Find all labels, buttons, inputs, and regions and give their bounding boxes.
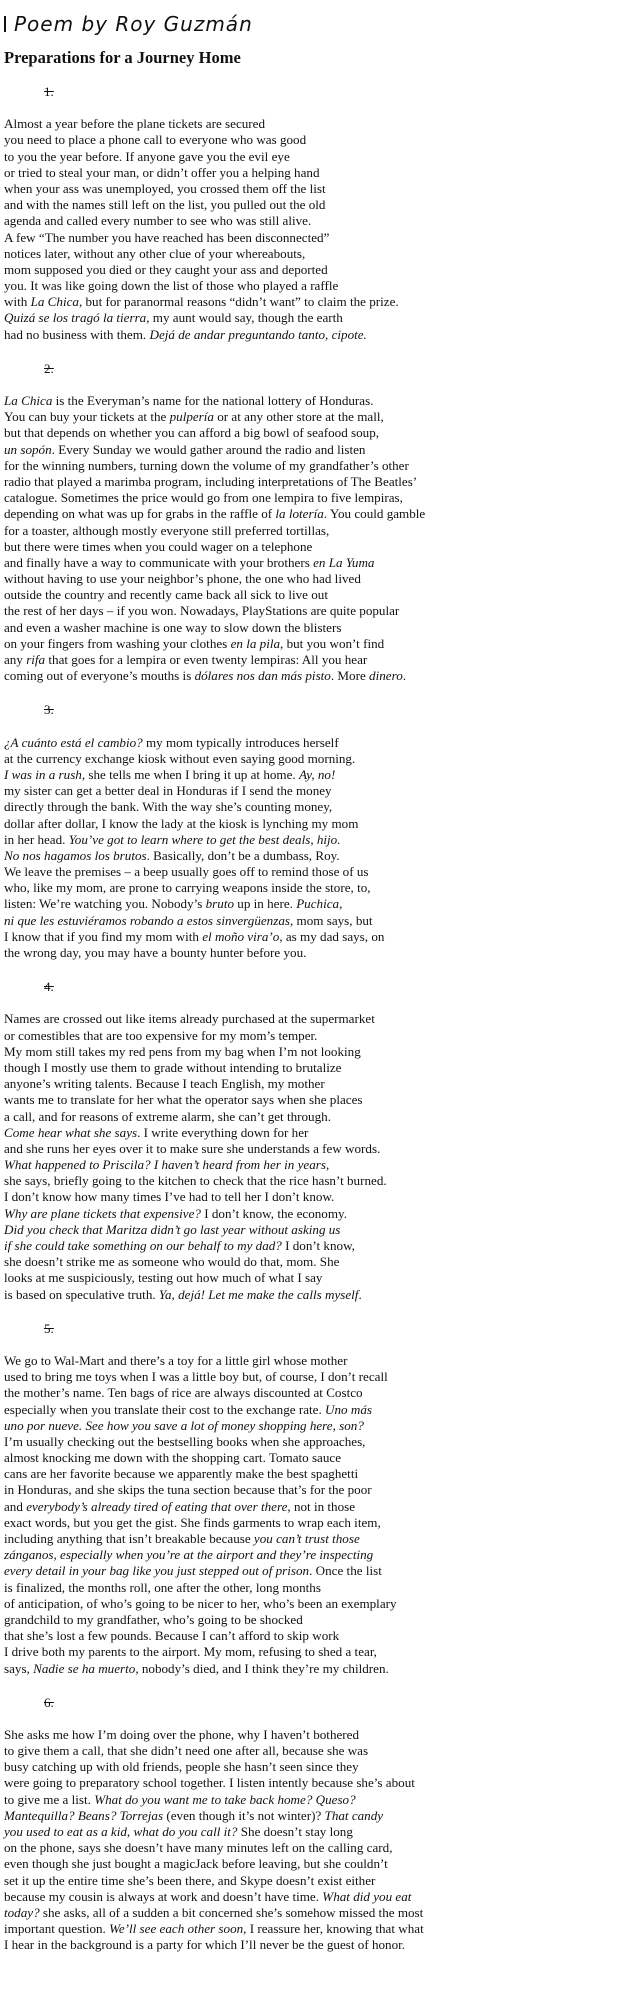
poem-line	[4, 1596, 636, 1612]
poem-line	[4, 1385, 636, 1401]
line-text: the wrong day, you may have a bounty hunter before you.	[4, 945, 307, 960]
line-text: I drive both my parents to the airport. My mom, refusing to shed a tear,	[4, 1644, 377, 1660]
italic-text: Puchica	[296, 896, 340, 912]
poem-line	[4, 1547, 636, 1563]
header-text: Poem by Roy Guzmán	[14, 12, 253, 36]
line-text: that she’s lost a few pounds. Because I can’t afford to skip work	[4, 1628, 340, 1644]
italic-text: ¿A cuánto está el cambio?	[4, 734, 143, 750]
italic-text: Uno más	[325, 1401, 372, 1417]
poem-line	[4, 1531, 636, 1547]
section-number: 1.	[44, 84, 54, 99]
line-text: the mother’s name. Ten bags of rice are always discounted at Costco	[4, 1385, 363, 1401]
poem-line	[4, 213, 636, 229]
line-text: My mom still takes my red pens from my bag when I’m not looking	[4, 1043, 361, 1059]
poem-line	[4, 165, 636, 181]
poem-section	[4, 1695, 636, 1954]
poem-line	[4, 896, 636, 912]
line-text: and with the names still left on the list, you pulled out the old	[4, 197, 326, 213]
poem-line	[4, 246, 636, 262]
poem-line	[4, 1661, 636, 1677]
poem-line	[4, 132, 636, 148]
poem-line	[4, 1759, 636, 1775]
line-text: She asks me how I’m doing over the phone, why I haven’t bothered	[4, 1726, 360, 1742]
italic-text: La Chica	[30, 294, 79, 310]
line-text: . I write everything down for her	[137, 1124, 309, 1140]
line-text: I’m usually checking out the bestselling books when she approaches,	[4, 1433, 366, 1449]
line-text: depending on what was up for grabs in the raffle of	[4, 506, 276, 522]
line-text: but there were times when you could wager on a telephone	[4, 538, 313, 554]
italic-text: zánganos, especially when you’re at the airport and they’re inspecting	[4, 1547, 374, 1563]
line-text: set it up the entire time she’s been there, and Skype doesn’t exist either	[4, 1872, 376, 1888]
line-text: , my aunt would say, though the earth	[146, 310, 343, 326]
italic-text: today?	[4, 1904, 40, 1920]
poem-line	[4, 1238, 636, 1254]
poem-line	[4, 1434, 636, 1450]
line-text: used to bring me toys when I was a little boy but, of course, I don’t recall	[4, 1369, 388, 1385]
poem-line	[4, 652, 636, 668]
poem-line	[4, 1889, 636, 1905]
poem-line	[4, 767, 636, 783]
poem-line	[4, 1060, 636, 1076]
line-text: were going to preparatory school together. I listen intently because she’s about	[4, 1775, 415, 1791]
line-text: , not in those	[287, 1498, 356, 1514]
poem-line	[4, 1353, 636, 1369]
line-text: Names are crossed out like items already purchased at the supermarket	[4, 1011, 375, 1027]
header-bar	[4, 16, 6, 32]
poem-line	[4, 832, 636, 848]
poem-line	[4, 1157, 636, 1173]
italic-text: That candy	[324, 1807, 384, 1823]
italic-text: What do you want me to take back home? Queso?	[94, 1791, 356, 1807]
line-text: with	[4, 294, 31, 310]
line-text: almost knocking me down with the shopping cart. Tomato sauce	[4, 1450, 342, 1466]
line-text: a call, and for reasons of extreme alarm, she can’t get through.	[4, 1108, 331, 1124]
line-text: I know that if you find my mom with	[4, 928, 203, 944]
line-text: important question.	[4, 1921, 110, 1937]
poem-line	[4, 913, 636, 929]
poem-line	[4, 393, 636, 409]
poem-line	[4, 442, 636, 458]
line-text: coming out of everyone’s mouths is	[4, 668, 195, 684]
poem-line	[4, 945, 636, 961]
line-text: or comestibles that are too expensive for my mom’s temper.	[4, 1027, 318, 1043]
italic-text: dinero	[369, 668, 403, 684]
poem-line	[4, 1402, 636, 1418]
line-text: even though she just bought a magicJack before leaving, but she couldn’t	[4, 1856, 388, 1872]
line-text: I don’t know,	[281, 1238, 355, 1253]
italic-text: What happened to Priscila? I haven’t heard from her in years	[4, 1157, 326, 1173]
line-text: because my cousin is always at work and doesn’t have time.	[4, 1888, 323, 1904]
italic-text: Nadie se ha muerto	[33, 1660, 136, 1676]
line-text: . More	[330, 668, 370, 684]
poem-section	[4, 979, 636, 1303]
poem-title: Preparations for a Journey Home	[4, 48, 241, 67]
line-text: grandchild to my grandfather, who’s going to be shocked	[4, 1611, 303, 1627]
line-text: wants me to translate for her what the operator says when she places	[4, 1092, 363, 1108]
poem-line	[4, 1189, 636, 1205]
line-text: at the currency exchange kiosk without even saying good morning.	[4, 750, 356, 766]
italic-text: ni que les estuviéramos robando a estos sinvergüenzas	[4, 912, 290, 928]
line-text: she asks, all of a sudden a bit concerned she’s somehow missed the most	[39, 1904, 424, 1920]
poem-line	[4, 735, 636, 751]
poem-line	[4, 523, 636, 539]
poem-body	[4, 80, 636, 1972]
line-text: who, like my mom, are prone to carrying weapons inside the store, to,	[4, 880, 371, 896]
poem-line	[4, 1743, 636, 1759]
line-text: ,	[325, 1157, 330, 1173]
italic-text: pulpería	[169, 409, 214, 425]
poem-line	[4, 1808, 636, 1824]
poem-line	[4, 1824, 636, 1840]
line-text: Almost a year before the plane tickets are secured	[4, 116, 266, 132]
section-number: 4.	[44, 979, 54, 995]
line-text: of anticipation, of who’s going to be nicer to her, who’s been an exemplary	[4, 1595, 397, 1611]
line-text: in Honduras, and she skips the tuna section because that’s for the poor	[4, 1482, 372, 1498]
poem-line	[4, 1254, 636, 1270]
line-text: mom supposed you died or they caught your ass and deported	[4, 261, 328, 277]
poem-line	[4, 799, 636, 815]
line-text: for the winning numbers, turning down the volume of my grandfather’s other	[4, 457, 409, 473]
line-text: I don’t know how many times I’ve had to tell her I don’t know.	[4, 1189, 335, 1205]
poem-line	[4, 1011, 636, 1027]
poem-line	[4, 539, 636, 555]
poem-line	[4, 490, 636, 506]
poem-line	[4, 1727, 636, 1743]
poem-line	[4, 1856, 636, 1872]
poem-line	[4, 1206, 636, 1222]
italic-text: Quizá se los tragó la tierra	[4, 310, 147, 326]
line-text: my mom typically introduces herself	[142, 734, 339, 750]
poem-line	[4, 620, 636, 636]
line-text: she doesn’t strike me as someone who would do that, mom. She	[4, 1254, 340, 1270]
line-text: . You could gamble	[323, 506, 426, 522]
line-text: you need to place a phone call to everyone who was good	[4, 132, 307, 148]
poem-line	[4, 603, 636, 619]
line-text: and she runs her eyes over it to make sure she understands a few words.	[4, 1140, 381, 1156]
poem-line	[4, 474, 636, 490]
line-text: on the phone, says she doesn’t have many minutes left on the calling card,	[4, 1840, 393, 1856]
italic-text: No nos hagamos los brutos	[4, 847, 147, 863]
line-text: you. It was like going down the list of those who played a raffle	[4, 278, 339, 294]
italic-text: en la pila	[230, 635, 281, 651]
poem-line	[4, 230, 636, 246]
line-text: especially when you translate their cost to the exchange rate.	[4, 1401, 326, 1417]
line-text: when your ass was unemployed, you crossed them off the list	[4, 180, 326, 196]
poem-line	[4, 1466, 636, 1482]
line-text: notices later, without any other clue of your whereabouts,	[4, 245, 306, 261]
line-text: on your fingers from washing your clothes	[4, 635, 231, 651]
poem-line	[4, 587, 636, 603]
italic-text: you used to eat as a kid, what do you call it?	[4, 1824, 238, 1839]
line-text: ,	[339, 896, 343, 912]
poem-section	[4, 361, 636, 685]
line-text: I don’t know, the economy.	[200, 1205, 348, 1221]
line-text: . Once the list	[309, 1563, 382, 1579]
poem-line	[4, 1287, 636, 1303]
poem-line	[4, 1775, 636, 1791]
line-text: She doesn’t stay long	[237, 1824, 353, 1839]
poem-line	[4, 1028, 636, 1044]
line-text: or at any other store at the mall,	[213, 409, 384, 425]
poem-line	[4, 1515, 636, 1531]
line-text: , as my dad says, on	[279, 928, 385, 944]
line-text: but that depends on whether you can afford a big bowl of seafood soup,	[4, 425, 380, 441]
line-text: exact words, but you get the gist. She finds garments to wrap each item,	[4, 1514, 381, 1530]
italic-text: Ay, no!	[298, 766, 336, 782]
poem-line	[4, 1580, 636, 1596]
italic-text: dólares nos dan más pisto	[194, 668, 331, 684]
italic-text: Ya, dejá! Let me make the calls myself	[158, 1286, 359, 1302]
line-text: she says, briefly going to the kitchen to check that the rice hasn’t burned.	[4, 1173, 387, 1189]
line-text: , nobody’s died, and I think they’re my children.	[135, 1660, 389, 1676]
poem-section	[4, 702, 636, 961]
page-header	[4, 6, 253, 36]
italic-text: un sopón	[4, 441, 52, 457]
poem-line	[4, 278, 636, 294]
italic-text: Why are plane tickets that expensive?	[4, 1205, 201, 1221]
poem-line	[4, 1418, 636, 1434]
italic-text: bruto	[205, 896, 234, 912]
section-number: 3.	[44, 702, 54, 718]
poem-line	[4, 1109, 636, 1125]
line-text: listen: We’re watching you. Nobody’s	[4, 896, 206, 912]
poem-line	[4, 181, 636, 197]
line-text: to give them a call, that she didn’t need one after all, because she was	[4, 1743, 369, 1759]
poem-line	[4, 864, 636, 880]
poem-line	[4, 816, 636, 832]
line-text: . Every Sunday we would gather around the radio and listen	[51, 441, 366, 457]
line-text: .	[402, 668, 407, 684]
line-text: without having to use your neighbor’s phone, the one who had lived	[4, 571, 361, 587]
poem-line	[4, 1563, 636, 1579]
poem-line	[4, 1905, 636, 1921]
line-text: outside the country and recently came back all sick to live out	[4, 587, 328, 603]
poem-line	[4, 1792, 636, 1808]
line-text: directly through the bank. With the way she’s counting money,	[4, 799, 333, 815]
line-text: We go to Wal-Mart and there’s a toy for a little girl whose mother	[4, 1352, 348, 1368]
poem-line	[4, 1499, 636, 1515]
line-text: to you the year before. If anyone gave you the evil eye	[4, 148, 290, 164]
italic-text: uno por nueve. See how you save a lot of money shopping here, son?	[4, 1417, 364, 1433]
line-text: anyone’s writing talents. Because I teach English, my mother	[4, 1076, 325, 1092]
poem-line	[4, 751, 636, 767]
line-text: I hear in the background is a party for which I’ll never be the guest of honor.	[4, 1937, 406, 1953]
poem-line	[4, 1644, 636, 1660]
line-text: including anything that isn’t breakable because	[4, 1531, 254, 1546]
poem-line	[4, 425, 636, 441]
poem-line	[4, 1873, 636, 1889]
italic-text: Mantequilla? Beans? Torrejas	[4, 1807, 164, 1823]
poem-line	[4, 1628, 636, 1644]
section-number: 2.	[44, 360, 54, 376]
poem-line	[4, 310, 636, 326]
section-number: 5.	[44, 1320, 54, 1336]
line-text: busy catching up with old friends, people she hasn’t seen since they	[4, 1759, 359, 1775]
italic-text: La Chica	[4, 393, 53, 408]
italic-text: you can’t trust those	[253, 1531, 360, 1546]
line-text: the rest of her days – if you won. Nowadays, PlayStations are quite popular	[4, 603, 400, 619]
poem-line	[4, 294, 636, 310]
poem-line	[4, 880, 636, 896]
poem-line	[4, 1482, 636, 1498]
line-text: catalogue. Sometimes the price would go from one lempira to five lempiras,	[4, 490, 403, 506]
poem-line	[4, 1840, 636, 1856]
line-text: for a toaster, although mostly everyone still preferred tortillas,	[4, 522, 330, 538]
poem-line	[4, 506, 636, 522]
poem-line	[4, 848, 636, 864]
italic-text: rifa	[26, 652, 46, 667]
italic-text: I was in a rush	[4, 766, 82, 782]
line-text: , she tells me when I bring it up at home.	[81, 766, 299, 782]
line-text: and	[4, 1498, 27, 1514]
poem-line	[4, 1937, 636, 1953]
italic-text: Come hear what she says	[4, 1124, 138, 1140]
poem-line	[4, 1141, 636, 1157]
poem-line	[4, 668, 636, 684]
poem-line	[4, 636, 636, 652]
italic-text: el moño vira’o	[202, 928, 280, 944]
line-text: , but you won’t find	[280, 635, 385, 651]
poem-section	[4, 1321, 636, 1677]
poem-line	[4, 327, 636, 343]
poem-line	[4, 1222, 636, 1238]
line-text: You can buy your tickets at the	[4, 409, 170, 425]
poem-line	[4, 1612, 636, 1628]
line-text: is the Everyman’s name for the national lottery of Honduras.	[52, 393, 374, 408]
line-text: , mom says, but	[289, 912, 373, 928]
poem-line	[4, 149, 636, 165]
line-text: in her head.	[4, 831, 69, 847]
line-text: agenda and called every number to see who was still alive.	[4, 213, 312, 229]
line-text: says,	[4, 1660, 34, 1676]
italic-text: la lotería	[275, 506, 324, 522]
line-text: and even a washer machine is one way to slow down the blisters	[4, 619, 342, 635]
poem-line	[4, 458, 636, 474]
line-text: that goes for a lempira or even twenty lempiras: All you hear	[45, 652, 368, 667]
poem-line	[4, 1044, 636, 1060]
poem-line	[4, 571, 636, 587]
line-text: or tried to steal your man, or didn’t offer you a helping hand	[4, 164, 320, 180]
line-text: , I reassure her, knowing that what	[243, 1921, 424, 1937]
line-text: dollar after dollar, I know the lady at the kiosk is lynching my mom	[4, 815, 359, 831]
italic-text: Did you check that Maritza didn’t go last year without asking us	[4, 1221, 341, 1237]
italic-text: if she could take something on our behalf to my dad?	[4, 1238, 282, 1253]
line-text: We leave the premises – a beep usually goes off to remind those of us	[4, 864, 369, 880]
line-text: . Basically, don’t be a dumbass, Roy.	[146, 847, 340, 863]
line-text: , but for paranormal reasons “didn’t want” to claim the prize.	[78, 294, 399, 310]
line-text: up in here.	[234, 896, 297, 912]
italic-text: everybody’s already tired of eating that over there	[26, 1498, 288, 1514]
poem-line	[4, 555, 636, 571]
italic-text: Dejá de andar preguntando tanto, cipote.	[149, 326, 367, 342]
section-number: 6.	[44, 1694, 54, 1710]
poem-line	[4, 929, 636, 945]
poem-line	[4, 1173, 636, 1189]
line-text: (even though it’s not winter)?	[163, 1807, 325, 1823]
line-text: is based on speculative truth.	[4, 1286, 159, 1302]
line-text: my sister can get a better deal in Honduras if I send the money	[4, 783, 332, 799]
italic-text: You’ve got to learn where to get the best deals, hijo.	[68, 831, 341, 847]
poem-line	[4, 1270, 636, 1286]
italic-text: What did you eat	[322, 1888, 412, 1904]
line-text: had no business with them.	[4, 326, 150, 342]
line-text: A few “The number you have reached has been disconnected”	[4, 229, 330, 245]
poem-line	[4, 116, 636, 132]
line-text: any	[4, 652, 27, 667]
line-text: cans are her favorite because we apparently make the best spaghetti	[4, 1466, 359, 1482]
line-text: to give me a list.	[4, 1791, 95, 1807]
line-text: is finalized, the months roll, one after the other, long months	[4, 1579, 321, 1595]
italic-text: We’ll see each other soon	[109, 1921, 244, 1937]
poem-line	[4, 1076, 636, 1092]
italic-text: every detail in your bag like you just stepped out of prison	[4, 1563, 310, 1579]
poem-line	[4, 262, 636, 278]
poem-line	[4, 409, 636, 425]
poem-section	[4, 84, 636, 343]
line-text: .	[358, 1286, 362, 1302]
line-text: looks at me suspiciously, testing out how much of what I say	[4, 1270, 323, 1286]
italic-text: en La Yuma	[313, 554, 375, 570]
line-text: and finally have a way to communicate with your brothers	[4, 554, 314, 570]
line-text: radio that played a marimba program, including interpretations of The Beatles’	[4, 473, 418, 489]
poem-line	[4, 1921, 636, 1937]
poem-line	[4, 1125, 636, 1141]
poem-line	[4, 1092, 636, 1108]
line-text: though I mostly use them to grade without intending to brutalize	[4, 1059, 342, 1075]
poem-line	[4, 1369, 636, 1385]
poem-line	[4, 197, 636, 213]
poem-line	[4, 783, 636, 799]
poem-line	[4, 1450, 636, 1466]
